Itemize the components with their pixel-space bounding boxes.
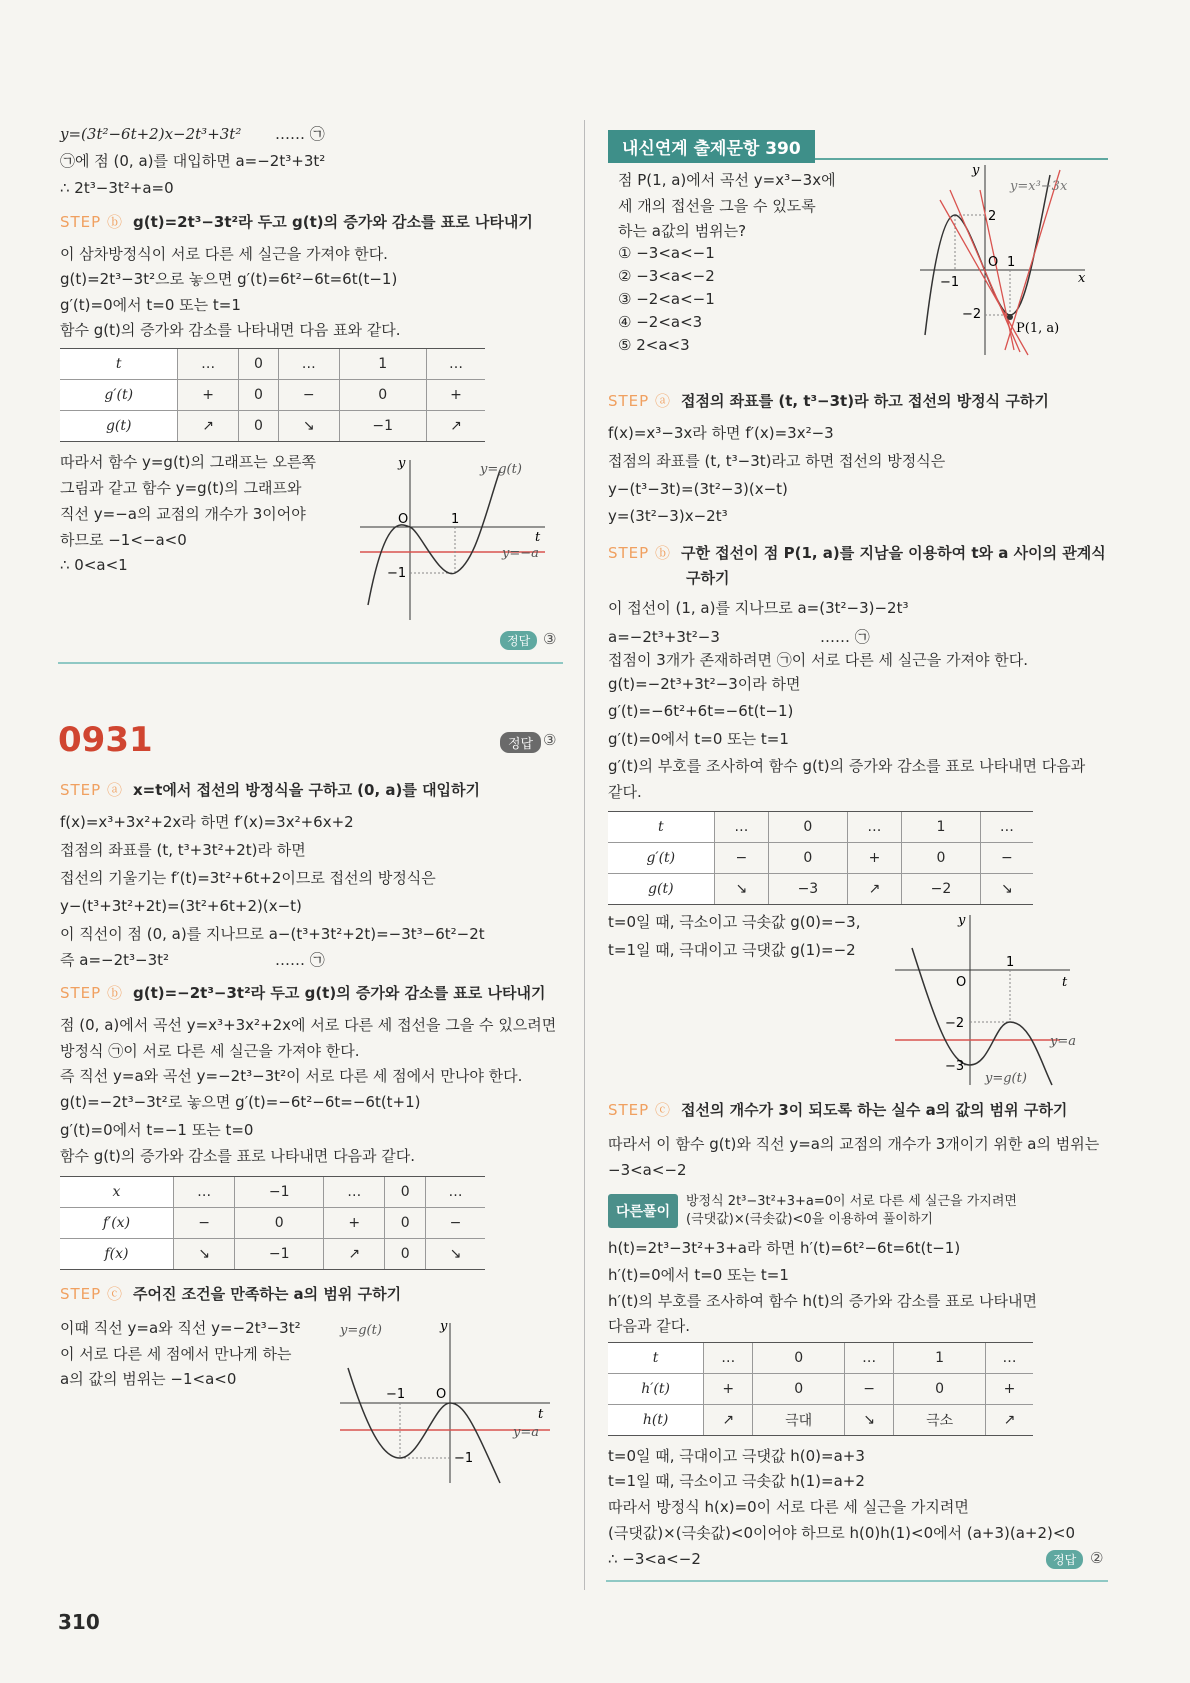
graph-cubic-tangents	[910, 160, 1100, 360]
graph-g-of-t-2	[330, 1318, 560, 1488]
text-line: 이 접선이 (1, a)를 지나므로 a=(3t²−3)−2t³	[608, 599, 909, 617]
tick-label: 1	[1007, 255, 1016, 270]
axis-label: y	[958, 913, 966, 928]
step-heading-cont: 구하기	[686, 569, 730, 587]
text-line: f(x)=x³−3x라 하면 f′(x)=3x²−3	[608, 424, 834, 442]
text-line: 접점이 3개가 존재하려면 ㉠이 서로 다른 세 실근을 가져야 한다.	[608, 651, 1028, 669]
text-line: 점 (0, a)에서 곡선 y=x³+3x²+2x에 서로 다른 세 접선을 그을 수 있으려면	[60, 1016, 557, 1034]
text-line: f(x)=x³+3x²+2x라 하면 f′(x)=3x²+6x+2	[60, 813, 354, 831]
tick-label: −1	[940, 275, 960, 290]
axis-label: x	[1078, 271, 1086, 286]
line-label: y=a	[1050, 1034, 1076, 1049]
text-line: 접점의 좌표를 (t, t³+3t²+2t)라 하면	[60, 841, 306, 859]
text-line: 접선의 기울기는 f′(t)=3t²+6t+2이므로 접선의 방정식은	[60, 869, 436, 887]
step-heading: STEP ⓒ 주어진 조건을 만족하는 a의 범위 구하기	[60, 1285, 402, 1303]
choice-2: ② −3<a<−2	[618, 267, 715, 285]
text-line: −3<a<−2	[608, 1161, 687, 1179]
text-line: t=0일 때, 극대이고 극댓값 h(0)=a+3	[608, 1447, 865, 1465]
text-line: a=−2t³+3t²−3	[608, 628, 720, 646]
text-line: 이때 직선 y=a와 직선 y=−2t³−3t²	[60, 1319, 301, 1337]
tick-label: −2	[945, 1016, 965, 1031]
tick-label: −2	[962, 307, 982, 322]
step-heading: STEP ⓑ 구한 접선이 점 P(1, a)를 지남을 이용하여 t와 a 사이의 관계식	[608, 544, 1106, 562]
curve-label: y=g(t)	[985, 1071, 1027, 1086]
step-heading: STEP ⓐ x=t에서 접선의 방정식을 구하고 (0, a)를 대입하기	[60, 781, 481, 799]
text-line: 하므로 −1<−a<0	[60, 531, 187, 549]
text-line: ∴ −3<a<−2	[608, 1550, 701, 1568]
text-line: 같다.	[608, 783, 642, 801]
choice-3: ③ −2<a<−1	[618, 290, 715, 308]
step-heading: STEP ⓐ 접점의 좌표를 (t, t³−3t)라 하고 접선의 방정식 구하기	[608, 392, 1049, 410]
axis-label: y	[440, 1319, 448, 1334]
section-divider	[606, 1580, 1108, 1582]
text-line: 즉 a=−2t³−3t²	[60, 951, 170, 969]
text-line: 이 삼차방정식이 서로 다른 세 실근을 가져야 한다.	[60, 245, 388, 263]
text-line: g(t)=2t³−3t²으로 놓으면 g′(t)=6t²−6t=6t(t−1)	[60, 270, 398, 288]
text-line: 직선 y=−a의 교점의 개수가 3이어야	[60, 505, 306, 523]
curve-label: y=g(t)	[480, 462, 522, 477]
axis-label: t	[538, 1407, 544, 1422]
graph-g-of-t	[350, 455, 560, 625]
text-line: 함수 g(t)의 증가와 감소를 나타내면 다음 표와 같다.	[60, 321, 401, 339]
text-line: h′(t)의 부호를 조사하여 함수 h(t)의 증가와 감소를 표로 나타내면	[608, 1292, 1038, 1310]
text-line: a의 값의 범위는 −1<a<0	[60, 1370, 237, 1388]
text-line: g′(t)의 부호를 조사하여 함수 g(t)의 증가와 감소를 표로 나타내면 다음과	[608, 757, 1086, 775]
question-text: 점 P(1, a)에서 곡선 y=x³−3x에	[618, 171, 836, 189]
sign-table-1: t … 0 … 1 … g′(t) + 0 − 0 + g(t) ↗ 0 ↘ −1 ↗	[60, 348, 485, 442]
curve-label: y=g(t)	[340, 1323, 382, 1338]
text-line: t=1일 때, 극대이고 극댓값 g(1)=−2	[608, 941, 856, 959]
eq-tangent-line: y=(3t²−6t+2)x−2t³+3t²	[60, 125, 242, 143]
text-line: 방정식 ㉠이 서로 다른 세 실근을 가져야 한다.	[60, 1042, 360, 1060]
text-line: y=(3t²−3)x−2t³	[608, 507, 728, 525]
axis-label: y	[972, 163, 980, 178]
text-line: y−(t³−3t)=(3t²−3)(x−t)	[608, 480, 788, 498]
text-line: y−(t³+3t²+2t)=(3t²+6t+2)(x−t)	[60, 897, 302, 915]
text-line: g′(t)=0에서 t=0 또는 t=1	[608, 730, 789, 748]
tick-label: 2	[988, 209, 997, 224]
tick-label: 1	[451, 512, 460, 527]
sign-table-3: t … 0 … 1 … g′(t) − 0 + 0 − g(t) ↘ −3 ↗ −2 ↘	[608, 811, 1033, 905]
step-heading: STEP ⓑ g(t)=2t³−3t²라 두고 g(t)의 증가와 감소를 표로 나타내기	[60, 213, 533, 231]
answer-value: ②	[1090, 1549, 1104, 1567]
question-text: 하는 a값의 범위는?	[618, 222, 747, 240]
section-divider	[58, 662, 563, 664]
tick-label: −3	[945, 1059, 965, 1074]
text-line: 따라서 함수 y=g(t)의 그래프는 오른쪽	[60, 453, 316, 471]
text-line: 즉 직선 y=a와 곡선 y=−2t³−3t²이 서로 다른 세 점에서 만나야 한다.	[60, 1067, 523, 1085]
answer-badge: 정답	[1046, 1550, 1083, 1569]
eq-mark: …… ㉠	[275, 125, 325, 143]
text-line: ∴ 2t³−3t²+a=0	[60, 179, 174, 197]
tick-label: −1	[387, 566, 407, 581]
point-label: P(1, a)	[1016, 321, 1060, 336]
text-line: 다음과 같다.	[608, 1317, 690, 1335]
text-line: h(t)=2t³−3t²+3+a라 하면 h′(t)=6t²−6t=6t(t−1)	[608, 1239, 961, 1257]
text-line: t=1일 때, 극소이고 극솟값 h(1)=a+2	[608, 1472, 865, 1490]
text-line: (극댓값)×(극솟값)<0이어야 하므로 h(0)h(1)<0에서 (a+3)(a+2)<0	[608, 1524, 1076, 1542]
sign-table-2: x … −1 … 0 … f′(x) − 0 + 0 − f(x) ↘ −1 ↗ 0 ↘	[60, 1176, 485, 1270]
question-text: 세 개의 접선을 그을 수 있도록	[618, 197, 816, 215]
text-line: g′(t)=0에서 t=−1 또는 t=0	[60, 1121, 254, 1139]
answer-value: ③	[543, 630, 557, 648]
text-line: g(t)=−2t³+3t²−3이라 하면	[608, 675, 801, 693]
text-line: h′(t)=0에서 t=0 또는 t=1	[608, 1266, 789, 1284]
text-line: 이 직선이 점 (0, a)를 지나므로 a−(t³+3t²+2t)=−3t³−6t²−2t	[60, 925, 485, 943]
alt-solution-label: 다른풀이	[608, 1194, 678, 1228]
answer-badge: 정답	[500, 732, 541, 753]
alt-solution-text: 방정식 2t³−3t²+3+a=0이 서로 다른 세 실근을 가지려면	[686, 1194, 1017, 1209]
text-line: 접점의 좌표를 (t, t³−3t)라고 하면 접선의 방정식은	[608, 452, 946, 470]
column-divider	[584, 120, 585, 1590]
text-line: 이 서로 다른 세 점에서 만나게 하는	[60, 1345, 292, 1363]
text-line: 함수 g(t)의 증가와 감소를 표로 나타내면 다음과 같다.	[60, 1147, 416, 1165]
origin-label: O	[988, 255, 999, 270]
problem-number: 0931	[58, 720, 153, 760]
origin-label: O	[436, 1387, 447, 1402]
axis-label: y	[398, 456, 406, 471]
text-line: 따라서 이 함수 g(t)와 직선 y=a의 교점의 개수가 3개이기 위한 a의 범위는	[608, 1135, 1100, 1153]
text-line: g′(t)=0에서 t=0 또는 t=1	[60, 296, 241, 314]
choice-4: ④ −2<a<3	[618, 313, 703, 331]
step-heading: STEP ⓑ g(t)=−2t³−3t²라 두고 g(t)의 증가와 감소를 표로 나타내기	[60, 984, 546, 1002]
text-line: g(t)=−2t³−3t²로 놓으면 g′(t)=−6t²−6t=−6t(t+1)	[60, 1093, 421, 1111]
text-line: 그림과 같고 함수 y=g(t)의 그래프와	[60, 479, 302, 497]
related-problem-header	[608, 130, 1108, 160]
answer-value: ③	[543, 731, 557, 749]
sign-table-4: t … 0 … 1 … h′(t) + 0 − 0 + h(t) ↗ 극대 ↘ 극소 ↗	[608, 1342, 1033, 1436]
text-line: 따라서 방정식 h(x)=0이 서로 다른 세 실근을 가지려면	[608, 1498, 969, 1516]
page-number: 310	[58, 1610, 100, 1634]
origin-label: O	[956, 975, 967, 990]
text-line: ㉠에 점 (0, a)를 대입하면 a=−2t³+3t²	[60, 152, 326, 170]
tick-label: −1	[454, 1451, 474, 1466]
text-line: ∴ 0<a<1	[60, 556, 128, 574]
axis-label: t	[535, 530, 541, 545]
step-heading: STEP ⓒ 접선의 개수가 3이 되도록 하는 실수 a의 값의 범위 구하기	[608, 1101, 1068, 1119]
origin-label: O	[398, 512, 409, 527]
line-label: y=a	[513, 1425, 539, 1440]
choice-1: ① −3<a<−1	[618, 244, 715, 262]
axis-label: t	[1062, 975, 1068, 990]
answer-badge: 정답	[500, 631, 537, 650]
eq-mark: …… ㉠	[820, 628, 870, 646]
text-line: t=0일 때, 극소이고 극솟값 g(0)=−3,	[608, 913, 861, 931]
eq-mark: …… ㉠	[275, 951, 325, 969]
choice-5: ⑤ 2<a<3	[618, 336, 690, 354]
curve-label: y=x³−3x	[1010, 179, 1068, 194]
alt-solution-text: (극댓값)×(극솟값)<0을 이용하여 풀이하기	[686, 1212, 933, 1227]
header-label: 내신연계 출제문항 390	[608, 130, 815, 163]
line-label: y=−a	[502, 546, 539, 561]
text-line: g′(t)=−6t²+6t=−6t(t−1)	[608, 702, 794, 720]
tick-label: 1	[1006, 955, 1015, 970]
tick-label: −1	[386, 1387, 406, 1402]
graph-g-of-t-3	[890, 910, 1090, 1090]
